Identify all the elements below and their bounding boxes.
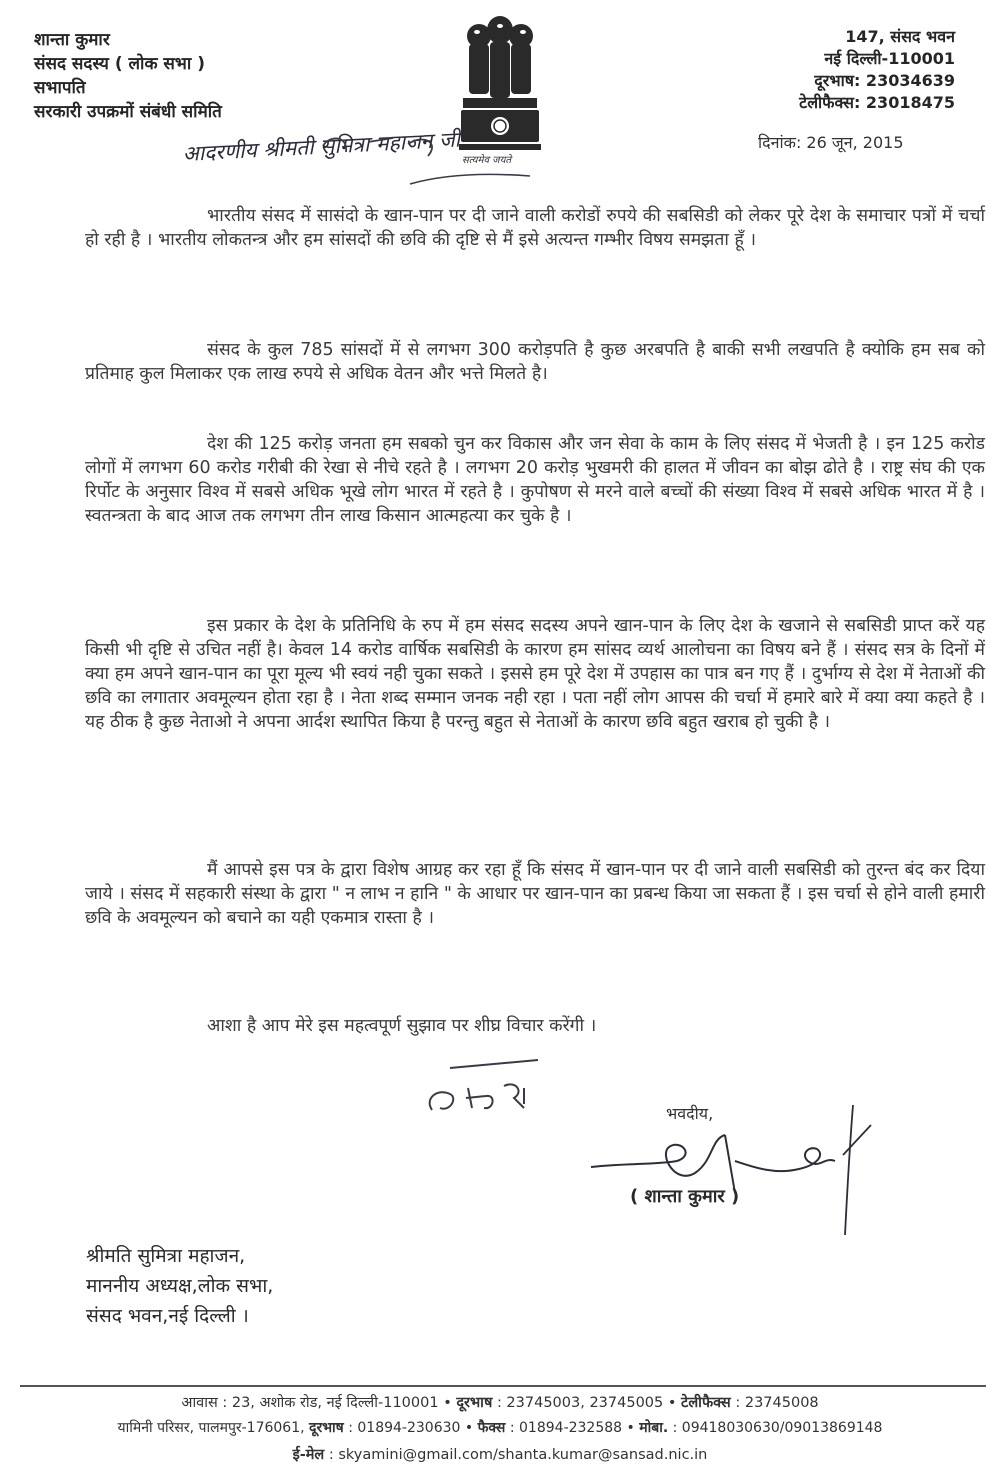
footer-line-1: आवास : 23, अशोक रोड, नई दिल्ली-110001 • दूरभाष : 23745003, 23745005 • टेलीफैक्स : 23745008 [181,1395,819,1411]
footer-line-3: ई-मेल : skyamini@gmail.com/shanta.kumar@sansad.nic.in [292,1447,708,1463]
salutation-underline [178,132,538,202]
footer-divider [20,1385,986,1387]
sender-address-block [799,26,955,114]
addressee-block [86,1241,273,1331]
svg-text:सादर: सादर [460,1124,462,1125]
emblem-motto: सत्यमेव जयते [462,155,512,166]
sender-name: शान्ता कुमार [34,30,110,50]
footer-line-2: यामिनी परिसर, पालमपुर-176061, दूरभाष : 01894-230630 • फैक्स : 01894-232588 • मोबा. : 09418030630/09013869148 [117,1420,883,1436]
signature-icon [585,1095,875,1245]
paragraph-5: मैं आपसे इस पत्र के द्वारा विशेष आग्रह कर रहा हूँ कि संसद में खान-पान पर दी जाने वाली सबसिडी को तुरन्त बंद कर दिया जाये । संसद में सहकारी संस्था के द्वारा " न लाभ न हानि " के आधार पर खान-पान का प्रबन्ध किया जा सकता हैं । इस चर्चा से होने वाली हमारी छवि के अवमूल्यन को बचाने का यही एकमात्र रास्ता है । [85,860,985,928]
address-line-1: 147, संसद भवन [845,27,955,46]
paragraph-4: इस प्रकार के देश के प्रतिनिधि के रुप में हम संसद सदस्य अपने खान-पान के लिए देश के खजाने से सबसिडी प्राप्त करें यह किसी भी दृष्टि से उचित नहीं है। केवल 14 करोड वार्षिक सबसिडी के कारण हम सांसद व्यर्थ आलोचना का विषय बने हैं । संसद सत्र के दिनों में क्या हम अपने खान-पान का पूरा मूल्य भी स्वयं नही चुका सकते । इससे हम पूरे देश में उपहास का पात्र बन गए हैं । दुर्भाग्य से देश में नेताओं की छवि का लगातार अवमूल्यन होता रहा है । नेता शब्द सम्मान जनक नही रहा । पता नहीं लोग आपस की चर्चा में हमारे बारे में क्या क्या कहते है । यह ठीक है कुछ नेताओ ने अपना आर्दश स्थापित किया है परन्तु बहुत से नेताओं के कारण छवि बहुत खराब हो चुकी है । [85,616,985,732]
sender-block [34,28,222,124]
email-link[interactable]: : skyamini@gmail.com/shanta.kumar@sansad.nic.in [328,1447,708,1463]
sender-designation: संसद सदस्य ( लोक सभा ) [34,54,205,74]
phone: दूरभाष: 23034639 [814,71,955,90]
signatory-name: ( शान्ता कुमार ) [630,1186,740,1207]
paragraph-2: संसद के कुल 785 सांसदों में से लगभग 300 करोड़पति है कुछ अरबपति है बाकी सभी लखपति है क्योकि हम सब को प्रतिमाह कुल मिलाकर एक लाख रुपये से अधिक वेतन और भत्ते मिलते है। [85,340,985,384]
addressee-line-1: श्रीमति सुमित्रा महाजन, [86,1245,246,1267]
addressee-line-2: माननीय अध्यक्ष,लोक सभा, [86,1275,274,1297]
handwritten-salutation: आदरणीय श्रीमती सुमित्रा महाजन जी [182,127,461,166]
handwritten-regards-icon [420,1058,560,1128]
paragraph-1: भारतीय संसद में सासंदो के खान-पान पर दी जाने वाली करोडों रुपये की सबसिडी को लेकर पूरे देश के समाचार पत्रों में चर्चा हो रही है । भारतीय लोकतन्त्र और हम सांसदों की छवि की दृष्टि से मैं इसे अत्यन्त गम्भीर विषय समझता हूँ । [85,206,985,250]
telefax: टेलीफैक्स: 23018475 [799,93,955,112]
paragraph-6: आशा है आप मेरे इस महत्वपूर्ण सुझाव पर शीघ्र विचार करेंगी । [207,1016,597,1036]
letter-date: दिनांक: 26 जून, 2015 [758,133,904,152]
address-line-2: नई दिल्ली-110001 [824,49,955,68]
complimentary-close: भवदीय, [666,1104,714,1123]
sender-role: सभापति [34,78,86,98]
sender-committee: सरकारी उपक्रमों संबंधी समिति [34,102,222,122]
paragraph-3: देश की 125 करोड़ जनता हम सबको चुन कर विकास और जन सेवा के काम के लिए संसद में भेजती है । इन 125 करोड लोगों में लगभग 60 करोड गरीबी की रेखा से नीचे रहते है । लगभग 20 करोड़ भुखमरी की हालत में जीवन का बोझ ढोते है । राष्ट्र संघ की एक रिर्पोट के अनुसार विश्व में सबसे अधिक भूखे लोग भारत में रहते है । कुपोषण से मरने वाले बच्चों की संख्या विश्व में सबसे अधिक भारत में है । स्वतन्त्रता के बाद आज तक लगभग तीन लाख किसान आत्महत्या कर चुके है । [85,434,985,526]
addressee-line-3: संसद भवन,नई दिल्ली । [86,1305,249,1327]
